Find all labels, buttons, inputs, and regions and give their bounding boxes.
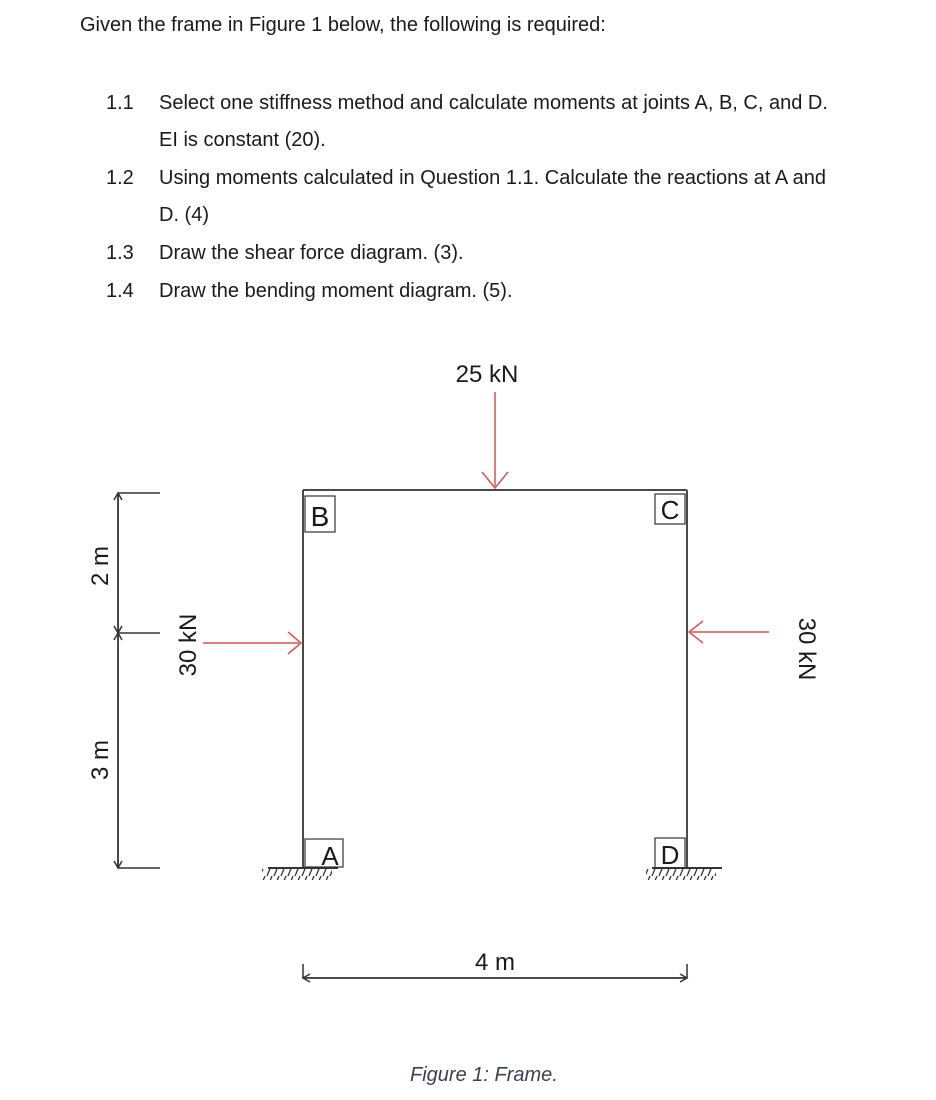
question-text: EI is constant (20).	[159, 129, 326, 151]
question-text: Draw the shear force diagram. (3).	[159, 242, 464, 264]
joint-b-label: B	[310, 501, 330, 532]
top-load-arrow	[482, 392, 508, 488]
question-number: 1.4	[106, 280, 134, 302]
joint-d	[655, 838, 685, 870]
question-text: D. (4)	[159, 204, 209, 226]
question-number: 1.3	[106, 242, 134, 264]
question-number: 1.2	[106, 167, 134, 189]
question-text: Using moments calculated in Question 1.1. Calculate the reactions at A and	[159, 167, 827, 189]
left-load-label: 30 kN	[175, 613, 202, 677]
question-text: Draw the bending moment diagram. (5).	[159, 280, 513, 302]
joint-c	[655, 494, 685, 525]
dim-lower-label: 3 m	[87, 739, 114, 781]
joint-b	[305, 496, 335, 532]
joint-d-label: D	[660, 840, 680, 870]
dim-span-label: 4 m	[474, 949, 516, 976]
figure-caption: Figure 1: Frame.	[410, 1064, 558, 1086]
question-text: Select one stiffness method and calculate moments at joints A, B, C, and D.	[159, 92, 828, 114]
joint-a	[305, 839, 343, 871]
question-number: 1.1	[106, 92, 134, 114]
frame-members	[303, 490, 687, 868]
top-load-label: 25 kN	[455, 361, 519, 388]
right-load-label: 30 kN	[793, 617, 820, 681]
height-dimension	[114, 493, 160, 868]
right-load-arrow	[689, 621, 769, 643]
intro-text: Given the frame in Figure 1 below, the following is required:	[80, 14, 606, 36]
dim-upper-label: 2 m	[87, 545, 114, 587]
joint-c-label: C	[660, 495, 680, 525]
left-load-arrow	[203, 632, 301, 654]
fixed-support-d	[646, 868, 722, 880]
joint-a-label: A	[321, 841, 339, 871]
